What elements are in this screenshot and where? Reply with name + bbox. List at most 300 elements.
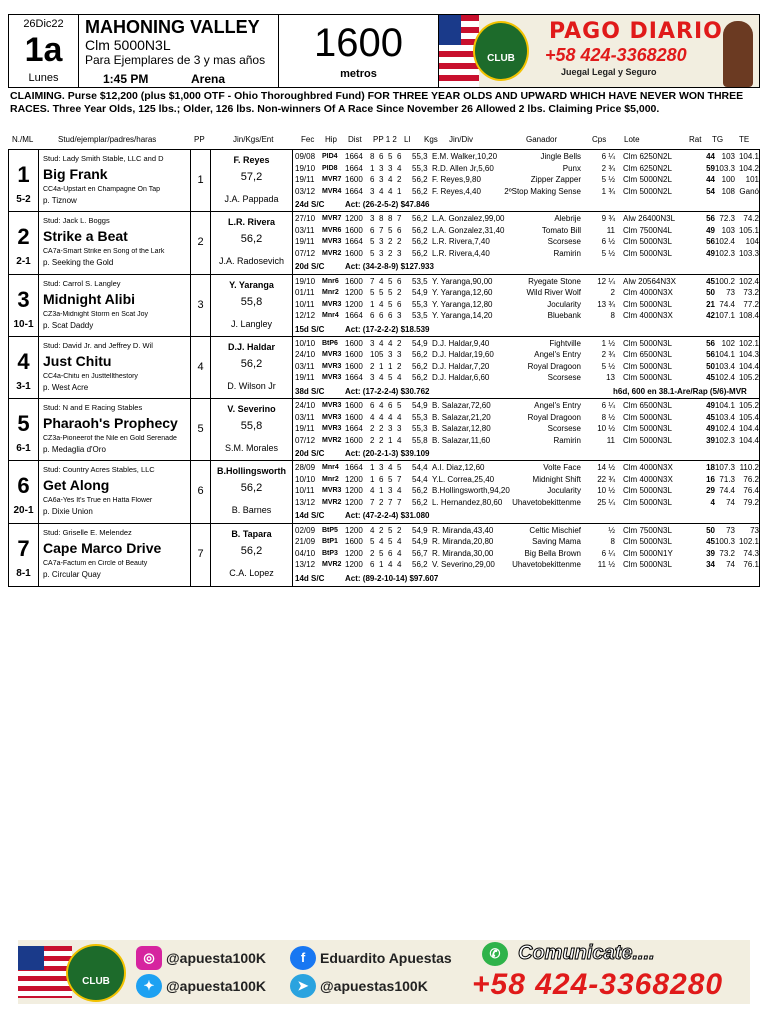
pp-weight: 56,2 <box>412 175 428 184</box>
pp-call: 2 <box>397 237 402 247</box>
pp-call: 4 <box>397 412 402 422</box>
ad-banner <box>439 15 759 87</box>
pp-call: 2 <box>379 497 384 507</box>
pp-winner: Scorsese <box>547 373 581 383</box>
pp-distance: 1664 <box>345 311 363 321</box>
past-performance-line <box>293 549 761 559</box>
col-rat: Rat <box>689 135 702 144</box>
pp-jockey-odds: D.J. Haldar,6,60 <box>432 373 490 383</box>
career-record: Act: (17-2-2-4) $30.762 <box>345 386 430 396</box>
pp-class: Clm 5000N3L <box>623 486 672 496</box>
horse-sire: p. Circular Quay <box>43 569 101 579</box>
instagram-link[interactable] <box>136 946 266 970</box>
horse-sire: p. Tiznow <box>43 196 77 205</box>
facebook-link[interactable] <box>290 946 452 970</box>
pp-weight: 54,9 <box>412 338 428 348</box>
instagram-handle: @apuesta100K <box>166 950 267 966</box>
col-kgs: Kgs <box>424 135 438 144</box>
pp-class: Clm 7500N4L <box>623 225 672 235</box>
pp-date: 19/10 <box>295 276 316 286</box>
club-logo-icon <box>473 21 529 81</box>
col-fec: Fec <box>301 135 315 144</box>
pp-class: Clm 5000N3L <box>623 237 672 247</box>
whatsapp-icon: ✆ <box>482 942 508 966</box>
career-record: Act: (34-2-8-9) $127.933 <box>345 262 434 272</box>
past-performance-line <box>293 362 761 372</box>
morning-line-odds: 5-2 <box>16 194 31 205</box>
pp-jockey-odds: B.Hollingsworth,94,20 <box>432 486 510 496</box>
col-pp: PP <box>194 135 205 144</box>
pp-call: 3 <box>370 214 375 224</box>
footer-club-text: CLUB <box>82 976 110 987</box>
pp-call: 4 <box>379 401 384 411</box>
pp-track: MVR3 <box>322 413 342 421</box>
pp-call: 3 <box>370 186 375 196</box>
morning-line-odds: 2-1 <box>16 256 31 268</box>
pp-lengths: 9 ¾ <box>601 214 615 224</box>
past-performance-line <box>293 249 761 259</box>
pp-winner: Uhavetobekittenme <box>512 497 581 507</box>
pp-rating: 56 <box>706 338 715 348</box>
pp-weight: 56,2 <box>412 373 428 383</box>
days-since: 20d S/C <box>295 262 325 272</box>
footer-phone[interactable]: +58 424-3368280 <box>472 968 724 1001</box>
pp-distance: 1600 <box>345 401 363 411</box>
pp-class: Clm 6250N2L <box>623 152 672 161</box>
pp-track: BtP1 <box>322 538 338 546</box>
pp-class: Clm 5000N3L <box>623 424 672 434</box>
column-headers <box>0 135 768 147</box>
pp-call: 1 <box>379 560 384 570</box>
pp-winner: Angel's Entry <box>534 350 581 360</box>
pp-date: 03/11 <box>295 225 315 235</box>
pp-date: 10/11 <box>295 299 315 309</box>
pp-distance: 1600 <box>345 338 363 348</box>
pp-track: MVR4 <box>322 187 342 195</box>
pp-call: 5 <box>388 152 393 161</box>
pp-date: 12/12 <box>295 311 316 321</box>
pp-date: 07/12 <box>295 435 316 445</box>
trainer-name: S.M. Morales <box>224 443 278 454</box>
pp-date: 03/11 <box>295 412 315 422</box>
pp-call: 2 <box>379 424 384 434</box>
pp-weight: 56,2 <box>412 214 428 224</box>
pp-lengths: 13 ¾ <box>597 299 615 309</box>
pp-lengths: 1 ¾ <box>601 186 615 196</box>
entry-row <box>9 524 759 586</box>
pp-call: 3 <box>379 463 384 473</box>
pp-lengths: 12 ¼ <box>597 276 615 286</box>
stud-owner: Stud: Griselle E. Melendez <box>43 527 132 537</box>
col-jindiv: Jin/Div <box>449 135 474 144</box>
pp-jockey-odds: B. Salazar,21,20 <box>432 412 491 422</box>
pp-call: 4 <box>379 299 384 309</box>
past-performance-line <box>293 486 761 496</box>
days-since: 38d S/C <box>295 386 325 396</box>
pp-call: 2 <box>370 361 375 371</box>
pp-distance: 1600 <box>345 361 363 371</box>
facebook-handle: Eduardito Apuestas <box>320 950 452 966</box>
pp-winner: Midnight Shift <box>532 474 581 484</box>
pp-call: 4 <box>370 525 375 535</box>
pp-call: 4 <box>379 338 384 348</box>
pp-jockey-odds: R. Miranda,30,00 <box>432 548 494 558</box>
pp-call: 7 <box>370 497 375 507</box>
pp-call: 7 <box>370 276 375 286</box>
pp-weight: 56,2 <box>412 350 428 360</box>
pp-time-tg: 102.4 <box>714 373 735 383</box>
pp-time-te: 108.4 <box>738 311 759 321</box>
pp-class: Alw 26400N3L <box>623 214 676 224</box>
twitter-link[interactable] <box>136 974 266 998</box>
pp-time-tg: 100.3 <box>714 537 735 547</box>
past-performances <box>293 277 761 337</box>
pp-rating: 54 <box>706 186 715 196</box>
pp-date: 24/10 <box>295 401 316 411</box>
pp-call: 4 <box>397 537 402 547</box>
days-since: 14d S/C <box>295 573 325 583</box>
past-performance-line <box>293 463 761 473</box>
pp-time-te: 73.2 <box>743 288 759 298</box>
pp-winner: Wild River Wolf <box>526 288 581 298</box>
pp-lengths: 6 ¼ <box>601 548 615 558</box>
pp-class: Clm 5000N1Y <box>623 548 673 558</box>
club-logo-text: CLUB <box>487 53 515 64</box>
entry-number-cell <box>9 461 39 522</box>
pp-track: MVR3 <box>322 374 342 382</box>
jockey-cell <box>211 399 293 460</box>
trainer-name: D. Wilson Jr <box>227 380 276 391</box>
pp-track: MVR2 <box>322 436 342 444</box>
pp-track: BtP6 <box>322 339 338 347</box>
past-performances <box>293 214 761 274</box>
pp-lengths: 5 ½ <box>601 248 615 258</box>
pp-track: Mnr2 <box>322 289 339 297</box>
horse-cell <box>39 150 191 211</box>
telegram-icon: ➤ <box>290 974 316 998</box>
pp-date: 01/11 <box>295 288 315 298</box>
pp-jockey-odds: R.D. Allen Jr,5,60 <box>432 163 494 173</box>
pp-call: 3 <box>388 163 393 173</box>
pp-distance: 1200 <box>345 548 363 558</box>
pp-call: 10 <box>370 350 379 360</box>
race-conditions: Para Ejemplares de 3 y mas años <box>85 53 266 67</box>
entry-number-cell <box>9 275 39 336</box>
pp-lengths: 5 ½ <box>601 361 615 371</box>
pp-jockey-odds: Y. Yaranga,12,60 <box>432 288 493 298</box>
pp-distance: 1600 <box>345 276 363 286</box>
jockey-cell <box>211 337 293 398</box>
pp-jockey-odds: F. Reyes,4,40 <box>432 186 481 196</box>
horse-pedigree: CC4a-Upstart en Champagne On Tap <box>43 186 160 193</box>
ad-subtitle: Juegal Legal y Seguro <box>561 67 657 77</box>
pp-winner: Ramirin <box>553 435 581 445</box>
pp-rating: 49 <box>706 424 715 434</box>
pp-class: Clm 4000N3X <box>623 463 673 473</box>
horse-name: Get Along <box>43 477 110 494</box>
pp-class: Clm 5000N3L <box>623 338 672 348</box>
pp-class: Clm 6500N3L <box>623 350 672 360</box>
pp-time-tg: 108 <box>721 186 735 196</box>
pp-track: Mnr4 <box>322 464 339 472</box>
pp-call: 4 <box>388 463 393 473</box>
pp-jockey-odds: B. Salazar,12,80 <box>432 424 491 434</box>
pp-weight: 54,9 <box>412 288 428 298</box>
pp-time-te: 104.3 <box>738 350 759 360</box>
pp-call: 5 <box>370 288 375 298</box>
pp-call: 6 <box>370 225 375 235</box>
pp-track: MVR2 <box>322 498 342 506</box>
pp-date: 19/11 <box>295 175 315 184</box>
pp-track: Mnr4 <box>322 312 339 320</box>
distance-unit: metros <box>340 68 377 80</box>
pp-distance: 1200 <box>345 474 363 484</box>
pp-call: 3 <box>370 338 375 348</box>
pp-time-tg: 104.1 <box>714 350 735 360</box>
pp-date: 10/10 <box>295 338 316 348</box>
pp-weight: 53,5 <box>412 276 428 286</box>
program-number: 2 <box>17 224 30 250</box>
pp-distance: 1664 <box>345 463 363 473</box>
pp-call: 4 <box>379 412 384 422</box>
pp-distance: 1664 <box>345 237 363 247</box>
horse-pedigree: CA7a-Factum en Circle of Beauty <box>43 559 148 567</box>
carried-weight: 56,2 <box>240 357 263 370</box>
pp-time-te: 102.4 <box>738 276 759 286</box>
pp-call: 3 <box>397 311 402 321</box>
pp-call: 4 <box>397 373 402 383</box>
post-position: 1 <box>191 150 211 211</box>
entries-table <box>8 149 760 587</box>
pp-rating: 44 <box>706 175 715 184</box>
past-performance-line <box>293 413 761 423</box>
pp-weight: 56,2 <box>412 486 428 496</box>
pp-weight: 56,2 <box>412 361 428 371</box>
pp-rating: 16 <box>706 474 715 484</box>
pp-weight: 56,2 <box>412 237 428 247</box>
pp-rating: 18 <box>706 463 715 473</box>
jockey-name: V. Severino <box>227 404 276 415</box>
pp-time-te: 74.2 <box>743 214 759 224</box>
pp-jockey-odds: F. Reyes,9,80 <box>432 175 481 184</box>
pp-weight: 54,9 <box>412 537 428 547</box>
pp-lengths: 10 ½ <box>597 486 615 496</box>
pp-lengths: 2 <box>610 288 615 298</box>
telegram-handle: @apuestas100K <box>320 978 428 994</box>
pp-winner: Saving Mama <box>532 537 581 547</box>
jockey-name: L.R. Rivera <box>227 217 276 228</box>
pp-jockey-odds: D.J. Haldar,19,60 <box>432 350 494 360</box>
pp-rating: 45 <box>706 276 715 286</box>
pp-date: 27/10 <box>295 214 316 224</box>
pp-call: 2 <box>397 338 402 348</box>
col-ganador: Ganador <box>526 135 558 144</box>
morning-line-odds: 10-1 <box>13 318 34 330</box>
pp-call: 3 <box>370 373 375 383</box>
pp-time-te: 77.2 <box>743 299 759 309</box>
pp-distance: 1600 <box>345 435 363 445</box>
horse-cell <box>39 212 191 273</box>
pp-call: 1 <box>379 486 384 496</box>
days-since: 20d S/C <box>295 449 325 459</box>
pp-track: MVR3 <box>322 487 342 495</box>
entry-number-cell <box>9 524 39 586</box>
program-number: 7 <box>17 535 30 561</box>
pp-track: MVR3 <box>322 351 342 359</box>
jockey-cell <box>211 461 293 522</box>
pp-distance: 1200 <box>345 486 363 496</box>
post-position: 3 <box>191 275 211 336</box>
pp-call: 3 <box>397 248 402 258</box>
distance-value: 1600 <box>314 21 403 65</box>
horse-sire: p. Dixie Union <box>43 507 93 517</box>
pp-weight: 55,3 <box>412 299 428 309</box>
pp-class: Clm 5000N3L <box>623 537 672 547</box>
stud-owner: Stud: Carrol S. Langley <box>43 278 121 288</box>
pp-jockey-odds: E.M. Walker,10,20 <box>432 152 498 161</box>
past-performances <box>293 526 761 586</box>
pp-call: 5 <box>388 537 393 547</box>
pp-call: 6 <box>370 560 375 570</box>
pp-class: Clm 5000N3L <box>623 497 672 507</box>
pp-time-te: 105.2 <box>738 373 759 383</box>
post-time: 1:45 PM <box>103 72 149 86</box>
pp-date: 19/11 <box>295 237 315 247</box>
pp-jockey-odds: D.J. Haldar,9,40 <box>432 338 490 348</box>
pp-call: 8 <box>388 214 393 224</box>
pp-lengths: 14 ½ <box>597 463 615 473</box>
pp-call: 6 <box>388 401 393 411</box>
pp-call: 6 <box>388 311 393 321</box>
pp-weight: 55,3 <box>412 412 428 422</box>
pp-lengths: 11 ½ <box>597 560 615 570</box>
pp-call: 6 <box>379 152 384 161</box>
pp-lengths: 10 ½ <box>597 424 615 434</box>
pp-call: 4 <box>370 486 375 496</box>
pp-weight: 56,2 <box>412 497 428 507</box>
pp-time-tg: 104.1 <box>714 401 735 411</box>
workout-note: h6d, 600 en 38.1-Are/Rap (5/6)-MVR <box>613 386 747 396</box>
horse-cell <box>39 275 191 336</box>
pp-time-tg: 102.3 <box>714 248 735 258</box>
race-date: 26Dic22 <box>23 18 64 30</box>
pp-call: 5 <box>397 463 402 473</box>
pp-distance: 1200 <box>345 560 363 570</box>
pp-class: Clm 4000N3X <box>623 288 673 298</box>
pp-call: 7 <box>397 214 402 224</box>
pp-distance: 1600 <box>345 225 363 235</box>
pp-call: 1 <box>370 299 375 309</box>
pp-weight: 56,7 <box>412 548 428 558</box>
pp-call: 2 <box>370 424 375 434</box>
entry-number-cell <box>9 399 39 460</box>
pp-time-tg: 73 <box>726 525 735 535</box>
pp-call: 5 <box>388 373 393 383</box>
pp-time-tg: 73 <box>726 288 735 298</box>
past-performances <box>293 463 761 523</box>
past-performance-line <box>293 526 761 536</box>
past-performance-line <box>293 300 761 310</box>
pp-call: 3 <box>397 350 402 360</box>
program-number: 5 <box>17 411 30 437</box>
pp-class: Clm 6500N3L <box>623 401 672 411</box>
pp-call: 1 <box>370 163 375 173</box>
pp-call: 7 <box>388 497 393 507</box>
pp-call: 5 <box>370 537 375 547</box>
pp-time-tg: 102.4 <box>714 237 735 247</box>
program-number: 6 <box>17 473 30 499</box>
pp-jockey-odds: B. Salazar,72,60 <box>432 401 491 411</box>
pp-time-te: 76.1 <box>743 560 759 570</box>
pp-rating: 21 <box>706 299 715 309</box>
pp-lengths: 22 ¾ <box>597 474 615 484</box>
pp-call: 6 <box>379 311 384 321</box>
pp-time-te: 104.4 <box>738 361 759 371</box>
us-flag-icon <box>18 946 72 998</box>
pp-lengths: 8 <box>610 537 615 547</box>
pp-call: 4 <box>397 486 402 496</box>
pp-time-tg: 103.4 <box>714 412 735 422</box>
pp-time-te: 102.1 <box>738 537 759 547</box>
pp-winner: Zipper Zapper <box>530 175 581 184</box>
pp-time-tg: 74.4 <box>719 486 735 496</box>
pp-winner: Volte Face <box>543 463 581 473</box>
pp-jockey-odds: V. Severino,29,00 <box>432 560 495 570</box>
pp-date: 04/10 <box>295 548 316 558</box>
pp-time-te: 105.1 <box>738 225 759 235</box>
pp-time-te: Ganó <box>739 186 759 196</box>
pp-jockey-odds: A.I. Diaz,12,60 <box>432 463 485 473</box>
pp-jockey-odds: Y. Yaranga,12,80 <box>432 299 493 309</box>
pp-track: Mnr6 <box>322 277 339 285</box>
horse-cell <box>39 399 191 460</box>
pp-call: 7 <box>397 497 402 507</box>
pp-track: PID4 <box>322 153 338 160</box>
days-since: 15d S/C <box>295 324 325 334</box>
post-position: 7 <box>191 524 211 586</box>
stud-owner: Stud: Lady Smith Stable, LLC and D <box>43 154 164 163</box>
pp-class: Clm 5000N2L <box>623 175 672 184</box>
past-performance-line <box>293 311 761 321</box>
pp-lengths: 11 <box>606 225 615 235</box>
telegram-link[interactable] <box>290 974 428 998</box>
pp-date: 02/09 <box>295 525 316 535</box>
trainer-name: J. Langley <box>230 318 273 329</box>
pp-call: 6 <box>370 311 375 321</box>
pp-lengths: 1 ½ <box>601 338 615 348</box>
col-calls: PP 1 2 <box>373 135 397 144</box>
pp-lengths: 2 ¾ <box>601 163 615 173</box>
past-performance-line <box>293 339 761 349</box>
col-hip: Hip <box>325 135 338 144</box>
pp-time-tg: 74.4 <box>719 299 735 309</box>
pp-call: 5 <box>379 288 384 298</box>
pp-weight: 54,9 <box>412 401 428 411</box>
pp-distance: 1600 <box>345 350 363 360</box>
pp-call: 2 <box>397 288 402 298</box>
pp-class: Clm 5000N3L <box>623 435 672 445</box>
jockey-name: F. Reyes <box>233 155 270 165</box>
pp-rating: 49 <box>706 225 715 235</box>
pp-date: 10/11 <box>295 486 315 496</box>
post-position: 6 <box>191 461 211 522</box>
pp-date: 28/09 <box>295 463 316 473</box>
pp-winner: Fightville <box>549 338 581 348</box>
pp-date: 09/08 <box>295 152 316 161</box>
pp-rating: 49 <box>706 401 715 411</box>
past-performance-line <box>293 164 761 174</box>
pp-class: Clm 5000N3L <box>623 560 672 570</box>
